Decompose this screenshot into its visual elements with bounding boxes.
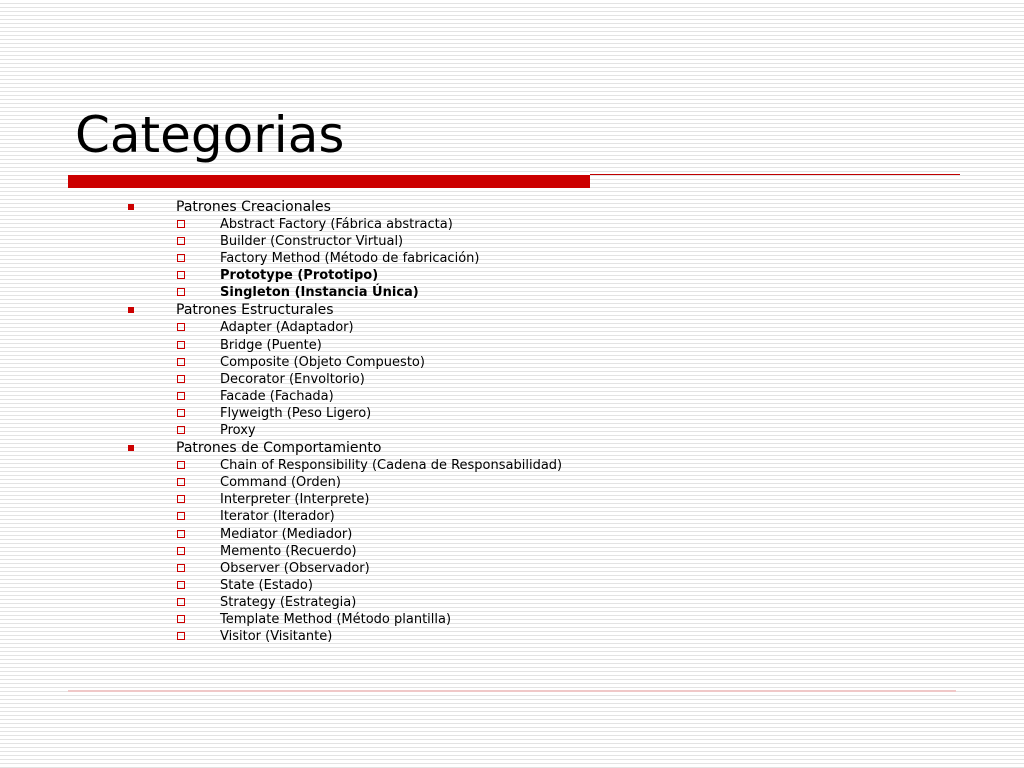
hollow-square-bullet-icon: [177, 478, 185, 486]
square-bullet-icon: [128, 445, 134, 451]
pattern-item: [0, 577, 1024, 594]
pattern-label: Builder (Constructor Virtual): [220, 234, 404, 250]
hollow-square-bullet-icon: [177, 220, 185, 228]
pattern-item: [0, 216, 1024, 233]
pattern-item: [0, 319, 1024, 336]
pattern-label: State (Estado): [220, 577, 313, 593]
category-group: [0, 301, 1024, 439]
pattern-item: [0, 388, 1024, 405]
hollow-square-bullet-icon: [177, 615, 185, 623]
pattern-item: [0, 250, 1024, 267]
category-label: Patrones de Comportamiento: [176, 440, 382, 457]
hollow-square-bullet-icon: [177, 254, 185, 262]
pattern-item: [0, 233, 1024, 250]
pattern-label: Decorator (Envoltorio): [220, 371, 365, 387]
pattern-item: [0, 354, 1024, 371]
pattern-item: [0, 611, 1024, 628]
pattern-label: Command (Orden): [220, 475, 341, 491]
pattern-item: [0, 560, 1024, 577]
hollow-square-bullet-icon: [177, 271, 185, 279]
hollow-square-bullet-icon: [177, 409, 185, 417]
hollow-square-bullet-icon: [177, 375, 185, 383]
hollow-square-bullet-icon: [177, 392, 185, 400]
hollow-square-bullet-icon: [177, 530, 185, 538]
category-item: [0, 439, 1024, 457]
hollow-square-bullet-icon: [177, 323, 185, 331]
pattern-label: Facade (Fachada): [220, 388, 334, 404]
pattern-label: Adapter (Adaptador): [220, 320, 354, 336]
category-label: Patrones Creacionales: [176, 199, 331, 215]
hollow-square-bullet-icon: [177, 547, 185, 555]
pattern-label: Strategy (Estrategia): [220, 594, 357, 610]
pattern-label: Memento (Recuerdo): [220, 543, 357, 559]
pattern-item: [0, 457, 1024, 474]
pattern-label: Mediator (Mediador): [220, 526, 353, 542]
pattern-label: Iterator (Iterador): [220, 509, 335, 525]
pattern-label: Singleton (Instancia Única): [220, 285, 419, 301]
pattern-label: Prototype (Prototipo): [220, 268, 379, 284]
pattern-item: [0, 526, 1024, 543]
category-group: [0, 198, 1024, 301]
pattern-item: [0, 628, 1024, 645]
pattern-item: [0, 284, 1024, 301]
pattern-label: Interpreter (Interprete): [220, 492, 370, 508]
hollow-square-bullet-icon: [177, 426, 185, 434]
hollow-square-bullet-icon: [177, 598, 185, 606]
pattern-item: [0, 422, 1024, 439]
hollow-square-bullet-icon: [177, 461, 185, 469]
pattern-label: Template Method (Método plantilla): [220, 611, 452, 627]
pattern-label: Observer (Observador): [220, 560, 370, 576]
hollow-square-bullet-icon: [177, 564, 185, 572]
pattern-item: [0, 594, 1024, 611]
pattern-label: Abstract Factory (Fábrica abstracta): [220, 217, 453, 232]
title-rule-thick: [68, 175, 590, 188]
pattern-label: Chain of Responsibility (Cadena de Responsabilidad): [220, 458, 563, 474]
square-bullet-icon: [128, 307, 134, 313]
pattern-item: [0, 405, 1024, 422]
hollow-square-bullet-icon: [177, 512, 185, 520]
hollow-square-bullet-icon: [177, 495, 185, 503]
title-rule-thin: [590, 174, 960, 175]
slide-title: Categorias: [75, 106, 345, 164]
pattern-item: [0, 508, 1024, 525]
category-group: [0, 439, 1024, 645]
pattern-label: Proxy: [220, 423, 256, 439]
category-item: [0, 301, 1024, 319]
category-label: Patrones Estructurales: [176, 302, 334, 319]
category-item: [0, 198, 1024, 216]
pattern-label: Flyweigth (Peso Ligero): [220, 405, 372, 421]
hollow-square-bullet-icon: [177, 632, 185, 640]
pattern-item: [0, 474, 1024, 491]
pattern-item: [0, 267, 1024, 284]
pattern-item: [0, 371, 1024, 388]
pattern-item: [0, 491, 1024, 508]
hollow-square-bullet-icon: [177, 358, 185, 366]
hollow-square-bullet-icon: [177, 581, 185, 589]
pattern-label: Bridge (Puente): [220, 337, 322, 353]
hollow-square-bullet-icon: [177, 288, 185, 296]
pattern-label: Visitor (Visitante): [220, 629, 333, 645]
square-bullet-icon: [128, 204, 134, 210]
pattern-item: [0, 543, 1024, 560]
pattern-label: Factory Method (Método de fabricación): [220, 251, 480, 267]
hollow-square-bullet-icon: [177, 237, 185, 245]
pattern-label: Composite (Objeto Compuesto): [220, 354, 425, 370]
footer-rule: [68, 690, 956, 692]
hollow-square-bullet-icon: [177, 341, 185, 349]
pattern-item: [0, 337, 1024, 354]
bullet-list: [0, 198, 1024, 645]
